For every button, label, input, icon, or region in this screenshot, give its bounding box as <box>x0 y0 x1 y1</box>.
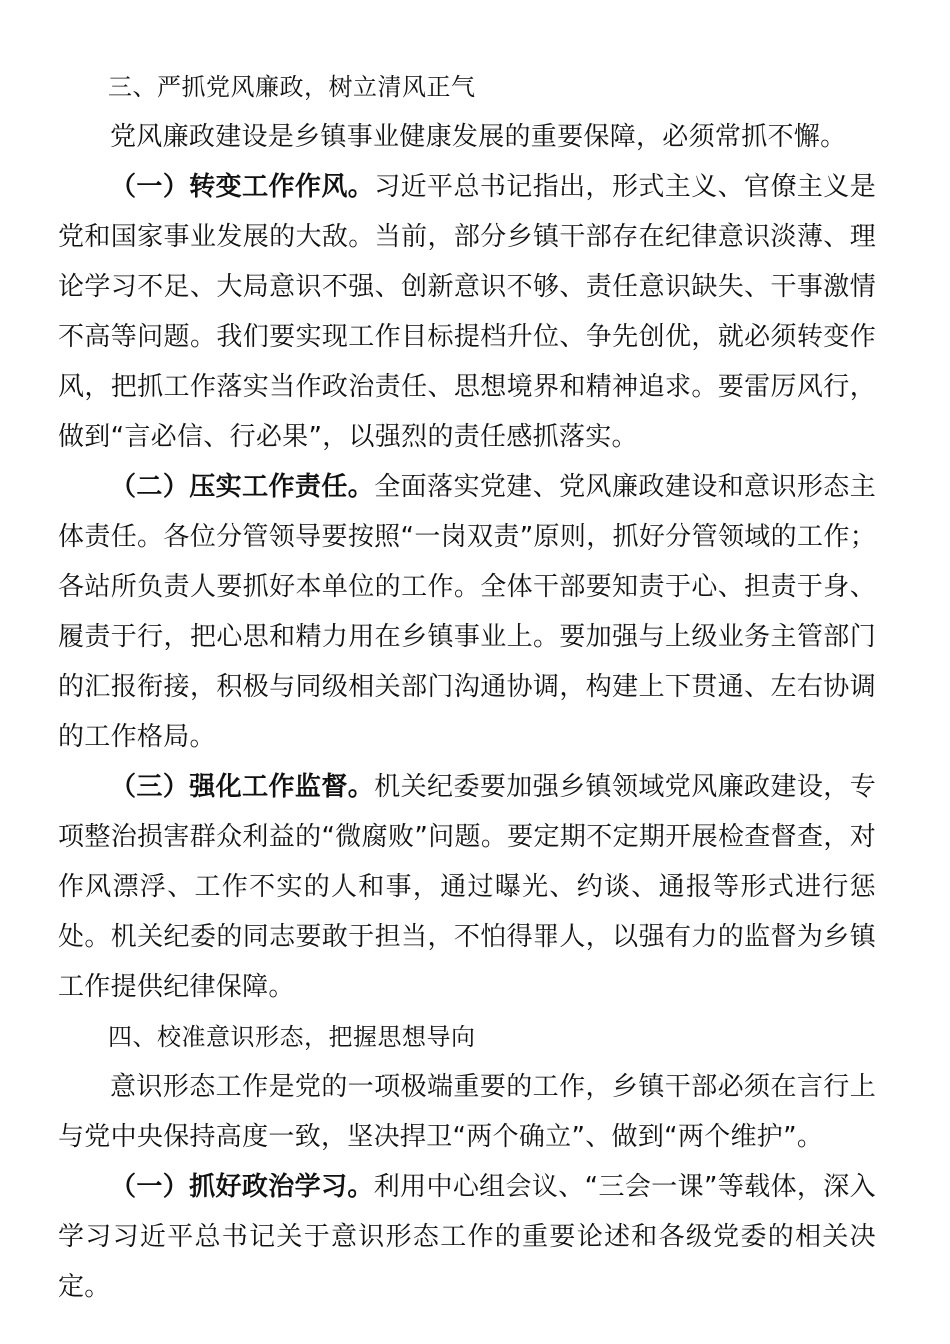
item-text: 习近平总书记指出，形式主义、官僚主义是党和国家事业发展的大敌。当前，部分乡镇干部存在纪律意识淡薄、理论学习不足、大局意识不强、创新意识不够、责任意识缺失、干事激情不高等问题。我们要实现工作目标提档升位、争先创优，就必须转变作风，把抓工作落实当作政治责任、思想境界和精神追求。要雷厉风行，做到“言必信、行必果”，以强烈的责任感抓落实。 <box>58 172 876 452</box>
item-paragraph-3-3 <box>58 762 876 1012</box>
item-lead: （一）抓好政治学习。 <box>110 1172 374 1202</box>
item-paragraph-3-1 <box>58 162 876 462</box>
item-paragraph-3-2 <box>58 462 876 762</box>
section-heading-4: 四、校准意识形态，把握思想导向 <box>108 1023 476 1051</box>
section-intro-3: 党风廉政建设是乡镇事业健康发展的重要保障，必须常抓不懈。 <box>110 122 847 152</box>
item-lead: （一）转变工作作风。 <box>110 172 375 202</box>
item-text: 全面落实党建、党风廉政建设和意识形态主体责任。各位分管领导要按照“一岗双责”原则，抓好分管领域的工作；各站所负责人要抓好本单位的工作。全体干部要知责于心、担责于身、履责于行，把心思和精力用在乡镇事业上。要加强与上级业务主管部门的汇报衔接，积极与同级相关部门沟通协调，构建上下贯通、左右协调的工作格局。 <box>58 472 876 752</box>
item-lead: （三）强化工作监督。 <box>110 772 375 802</box>
document-body <box>58 62 876 1312</box>
item-paragraph-4-1 <box>58 1162 876 1312</box>
section-heading-3: 三、严抓党风廉政，树立清风正气 <box>108 73 476 101</box>
item-text: 利用中心组会议、“三会一课”等载体，深入学习习近平总书记关于意识形态工作的重要论述和各级党委的相关决定。 <box>58 1172 876 1302</box>
section-intro-4: 意识形态工作是党的一项极端重要的工作，乡镇干部必须在言行上与党中央保持高度一致，坚决捍卫“两个确立”、做到“两个维护”。 <box>58 1072 876 1152</box>
item-text: 机关纪委要加强乡镇领域党风廉政建设，专项整治损害群众利益的“微腐败”问题。要定期不定期开展检查督查，对作风漂浮、工作不实的人和事，通过曝光、约谈、通报等形式进行惩处。机关纪委的同志要敢于担当，不怕得罪人，以强有力的监督为乡镇工作提供纪律保障。 <box>58 772 876 1002</box>
item-lead: （二）压实工作责任。 <box>110 472 375 502</box>
